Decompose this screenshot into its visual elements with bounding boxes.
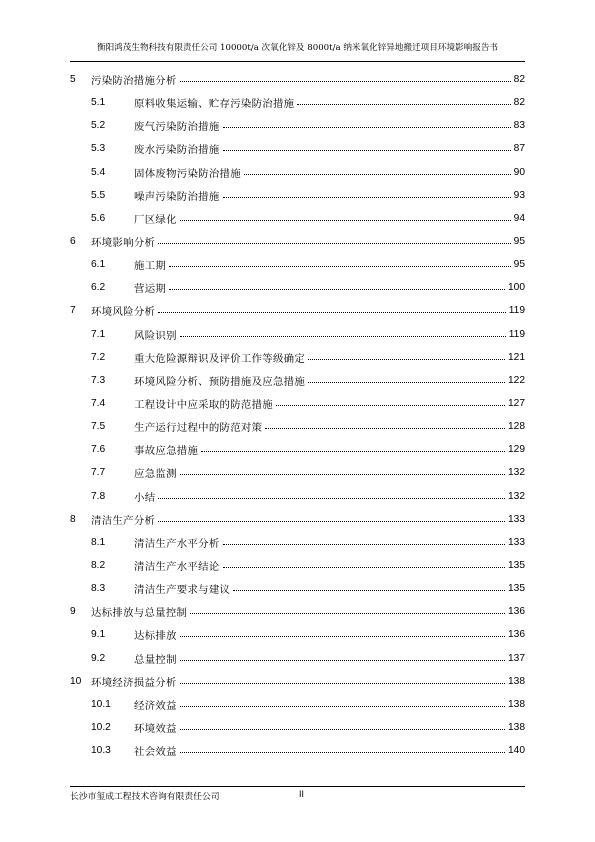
toc-entry-number: 7.8: [91, 490, 106, 502]
toc-entry-title: 环境效益: [134, 723, 177, 735]
toc-entry-title: 环境风险分析、预防措施及应急措施: [134, 375, 306, 388]
toc-entry-title: 应急监测: [134, 468, 177, 481]
toc-entry-title: 厂区绿化: [134, 213, 177, 226]
toc-entry-page: 87: [513, 143, 525, 155]
toc-entry-page: 128: [508, 421, 525, 433]
running-header: 衡阳鸿茂生物科技有限责任公司 10000t/a 次氧化锌及 8000t/a 纳米氧化锌异地搬迁项目环境影响报告书: [96, 43, 499, 53]
toc-entry[interactable]: [70, 114, 525, 137]
toc-entry-title: 生产运行过程中的防范对策: [134, 422, 263, 435]
toc-entry[interactable]: [70, 415, 525, 438]
toc-entry-page: 119: [508, 305, 525, 317]
toc-entry-page: 83: [513, 120, 525, 132]
toc-entry-page: 90: [513, 166, 525, 178]
toc-entry[interactable]: [70, 68, 525, 91]
toc-entry[interactable]: [70, 554, 525, 577]
toc-entry-title: 总量控制: [134, 653, 177, 666]
toc-entry-number: 7.6: [91, 444, 106, 456]
toc-entry[interactable]: [70, 438, 525, 461]
toc-entry-title: 原料收集运输、贮存污染防治措施: [134, 98, 295, 111]
toc-dot-leader: [223, 566, 505, 568]
toc-entry[interactable]: [70, 670, 525, 693]
toc-entry-title: 污染防治措施分析: [91, 75, 177, 88]
toc-entry-page: 136: [508, 606, 525, 618]
toc-entry-title: 达标排放: [134, 630, 177, 643]
toc-entry-number: 6: [70, 236, 76, 248]
toc-entry[interactable]: [70, 647, 525, 670]
toc-entry-number: 8.2: [91, 560, 106, 572]
toc-entry-page: 137: [508, 652, 525, 664]
toc-entry-number: 10.2: [91, 722, 111, 733]
toc-dot-leader: [223, 543, 505, 545]
toc-dot-leader: [180, 659, 505, 661]
toc-entry-title: 固体废物污染防治措施: [134, 167, 241, 180]
toc-entry-number: 5: [70, 74, 76, 86]
toc-entry[interactable]: [70, 739, 525, 762]
footer-divider: [70, 786, 525, 787]
toc-entry-page: 132: [508, 490, 525, 502]
toc-entry[interactable]: [70, 531, 525, 554]
toc-entry-number: 10: [70, 675, 82, 687]
toc-entry[interactable]: [70, 461, 525, 484]
toc-dot-leader: [201, 450, 505, 452]
toc-entry-number: 7.1: [91, 328, 106, 340]
toc-entry-page: 136: [508, 629, 525, 641]
toc-entry-title: 营运期: [134, 283, 167, 296]
toc-entry-number: 9: [70, 606, 76, 618]
toc-entry-title: 社会效益: [134, 746, 177, 759]
toc-dot-leader: [180, 751, 505, 753]
toc-entry-number: 5.4: [91, 166, 106, 178]
toc-entry-title: 达标排放与总量控制: [91, 607, 188, 620]
toc-entry-title: 废水污染防治措施: [134, 144, 220, 157]
toc-entry-page: 133: [508, 536, 525, 548]
toc-entry-title: 施工期: [134, 260, 167, 273]
toc-entry[interactable]: [70, 693, 525, 716]
toc-dot-leader: [169, 265, 511, 267]
header-divider: [70, 61, 525, 62]
toc-dot-leader: [308, 358, 505, 360]
toc-entry-number: 5.2: [91, 120, 106, 132]
toc-entry[interactable]: [70, 91, 525, 114]
toc-dot-leader: [223, 126, 511, 128]
toc-entry-page: 122: [508, 374, 525, 386]
table-of-contents: [70, 68, 525, 762]
toc-entry-number: 10.3: [91, 745, 111, 757]
toc-entry-page: 82: [513, 74, 525, 86]
toc-entry-title: 经济效益: [134, 699, 177, 712]
toc-entry-page: 132: [508, 467, 525, 479]
toc-entry-number: 5.3: [91, 143, 106, 155]
toc-entry-number: 7.2: [91, 351, 106, 363]
toc-entry-number: 7.7: [91, 467, 106, 479]
toc-entry[interactable]: [70, 207, 525, 230]
toc-dot-leader: [180, 473, 505, 475]
toc-entry-number: 7.5: [91, 421, 106, 433]
toc-entry-page: 82: [513, 97, 525, 109]
toc-entry-number: 7.4: [91, 398, 106, 410]
toc-entry[interactable]: [70, 508, 525, 531]
toc-dot-leader: [244, 173, 511, 175]
toc-entry-page: 135: [508, 583, 525, 595]
toc-dot-leader: [308, 381, 505, 383]
toc-entry[interactable]: [70, 137, 525, 160]
toc-entry-title: 废气污染防治措施: [134, 121, 220, 134]
toc-dot-leader: [158, 311, 506, 313]
toc-entry-number: 8.1: [91, 536, 106, 548]
toc-entry-page: 140: [508, 745, 525, 757]
toc-dot-leader: [276, 404, 505, 406]
toc-entry-title: 环境经济损益分析: [91, 676, 177, 689]
toc-entry[interactable]: [70, 485, 525, 508]
toc-entry-title: 清洁生产要求与建议: [134, 584, 231, 597]
toc-entry-page: 138: [508, 675, 525, 687]
toc-entry[interactable]: [70, 346, 525, 369]
toc-entry-page: 127: [508, 398, 525, 410]
toc-dot-leader: [180, 80, 511, 82]
toc-entry[interactable]: [70, 623, 525, 646]
toc-entry-title: 工程设计中应采取的防范措施: [134, 399, 273, 412]
toc-entry-number: 10.1: [91, 698, 111, 710]
toc-entry-number: 8: [70, 513, 76, 525]
toc-entry-title: 清洁生产分析: [91, 514, 156, 527]
toc-entry-page: 119: [508, 328, 525, 340]
toc-entry-page: 121: [508, 351, 525, 363]
toc-entry[interactable]: [70, 600, 525, 623]
toc-entry-number: 5.6: [91, 212, 106, 224]
toc-dot-leader: [180, 728, 505, 730]
toc-entry-title: 小结: [134, 491, 156, 504]
toc-entry[interactable]: [70, 577, 525, 600]
toc-entry-number: 7.3: [91, 374, 106, 386]
toc-entry-title: 清洁生产水平分析: [134, 537, 220, 550]
footer-page-number: II: [299, 789, 304, 799]
toc-entry-title: 环境影响分析: [91, 237, 156, 250]
toc-dot-leader: [158, 242, 511, 244]
toc-dot-leader: [180, 705, 505, 707]
toc-dot-leader: [158, 497, 505, 499]
toc-entry-number: 6.1: [91, 259, 106, 271]
toc-dot-leader: [265, 427, 505, 429]
toc-entry[interactable]: [70, 323, 525, 346]
toc-entry-title: 噪声污染防治措施: [134, 190, 220, 203]
toc-entry-number: 9.1: [91, 629, 106, 641]
toc-dot-leader: [223, 196, 511, 198]
toc-entry-page: 133: [508, 513, 525, 525]
toc-entry[interactable]: [70, 253, 525, 276]
toc-entry-title: 风险识别: [134, 329, 177, 342]
toc-entry-number: 7: [70, 305, 76, 317]
toc-entry-number: 6.2: [91, 282, 106, 294]
toc-entry-page: 93: [513, 189, 525, 201]
toc-dot-leader: [180, 635, 505, 637]
toc-dot-leader: [297, 103, 510, 105]
toc-entry-title: 重大危险源辩识及评价工作等级确定: [134, 352, 306, 365]
toc-dot-leader: [180, 682, 505, 684]
toc-entry[interactable]: [70, 392, 525, 415]
footer-company: 长沙市玺成工程技术咨询有限责任公司: [70, 792, 220, 802]
toc-entry-title: 清洁生产水平结论: [134, 561, 220, 574]
toc-entry-number: 5.5: [91, 189, 106, 201]
toc-dot-leader: [180, 335, 506, 337]
toc-entry-number: 5.1: [91, 97, 106, 109]
toc-entry-number: 9.2: [91, 652, 106, 664]
toc-entry[interactable]: [70, 299, 525, 322]
toc-entry-page: 100: [508, 282, 525, 294]
toc-dot-leader: [169, 288, 505, 290]
toc-entry-page: 94: [513, 212, 525, 224]
toc-entry-page: 138: [508, 698, 525, 710]
toc-entry[interactable]: [70, 716, 525, 739]
toc-entry[interactable]: [70, 276, 525, 299]
toc-entry[interactable]: [70, 161, 525, 184]
toc-entry-page: 129: [508, 444, 525, 456]
toc-entry[interactable]: [70, 369, 525, 392]
toc-entry[interactable]: [70, 184, 525, 207]
toc-entry[interactable]: [70, 230, 525, 253]
toc-dot-leader: [158, 520, 505, 522]
toc-dot-leader: [223, 149, 511, 151]
toc-entry-number: 8.3: [91, 583, 106, 595]
toc-dot-leader: [180, 219, 511, 221]
toc-entry-page: 138: [508, 722, 525, 733]
toc-dot-leader: [233, 589, 505, 591]
toc-dot-leader: [190, 612, 505, 614]
toc-entry-title: 环境风险分析: [91, 306, 156, 319]
toc-entry-page: 95: [513, 236, 525, 248]
toc-entry-title: 事故应急措施: [134, 445, 199, 458]
toc-entry-page: 95: [513, 259, 525, 271]
toc-entry-page: 135: [508, 560, 525, 572]
